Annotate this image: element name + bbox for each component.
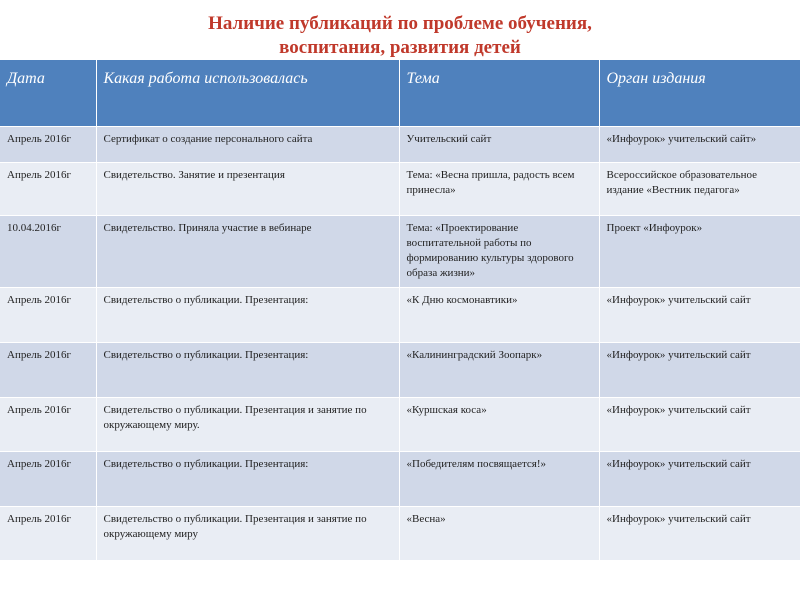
table-row [0, 342, 800, 397]
cell-publisher: «Инфоурок» учительский сайт [599, 397, 800, 451]
page-title [0, 12, 800, 60]
cell-topic: Тема: «Весна пришла, радость всем принесла» [399, 162, 599, 215]
cell-publisher: Проект «Инфоурок» [599, 215, 800, 287]
cell-date: Апрель 2016г [0, 506, 96, 560]
column-header-date: Дата [0, 60, 96, 126]
cell-date: Апрель 2016г [0, 287, 96, 342]
table-row [0, 287, 800, 342]
cell-date: Апрель 2016г [0, 126, 96, 162]
cell-topic: «Куршская коса» [399, 397, 599, 451]
table-row [0, 215, 800, 287]
table-header-row [0, 60, 800, 126]
cell-work: Свидетельство. Занятие и презентация [96, 162, 399, 215]
cell-topic: «Весна» [399, 506, 599, 560]
cell-topic: Тема: «Проектирование воспитательной работы по формированию культуры здорового образа жизни» [399, 215, 599, 287]
cell-publisher: «Инфоурок» учительский сайт [599, 506, 800, 560]
title-line-1: Наличие публикаций по проблеме обучения, [208, 13, 592, 34]
cell-work: Свидетельство о публикации. Презентация и занятие по окружающему миру [96, 506, 399, 560]
cell-publisher: Всероссийское образовательное издание «Вестник педагога» [599, 162, 800, 215]
cell-publisher: «Инфоурок» учительский сайт [599, 287, 800, 342]
column-header-topic: Тема [399, 60, 599, 126]
title-line-2: воспитания, развития детей [279, 37, 521, 58]
cell-publisher: «Инфоурок» учительский сайт [599, 342, 800, 397]
table-row [0, 397, 800, 451]
cell-work: Свидетельство о публикации. Презентация и занятие по окружающему миру. [96, 397, 399, 451]
cell-work: Свидетельство о публикации. Презентация: [96, 287, 399, 342]
cell-date: Апрель 2016г [0, 162, 96, 215]
cell-work: Свидетельство о публикации. Презентация: [96, 342, 399, 397]
cell-date: 10.04.2016г [0, 215, 96, 287]
cell-topic: «К Дню космонавтики» [399, 287, 599, 342]
cell-topic: «Калининградский Зоопарк» [399, 342, 599, 397]
cell-topic: «Победителям посвящается!» [399, 451, 599, 506]
cell-date: Апрель 2016г [0, 397, 96, 451]
cell-work: Сертификат о создание персонального сайта [96, 126, 399, 162]
table-row [0, 451, 800, 506]
cell-date: Апрель 2016г [0, 451, 96, 506]
cell-date: Апрель 2016г [0, 342, 96, 397]
column-header-work: Какая работа использовалась [96, 60, 399, 126]
cell-work: Свидетельство. Приняла участие в вебинаре [96, 215, 399, 287]
table-row [0, 506, 800, 560]
cell-topic: Учительский сайт [399, 126, 599, 162]
cell-publisher: «Инфоурок» учительский сайт» [599, 126, 800, 162]
table-row [0, 162, 800, 215]
table-row [0, 126, 800, 162]
cell-publisher: «Инфоурок» учительский сайт [599, 451, 800, 506]
column-header-publisher: Орган издания [599, 60, 800, 126]
publications-table [0, 60, 800, 560]
cell-work: Свидетельство о публикации. Презентация: [96, 451, 399, 506]
